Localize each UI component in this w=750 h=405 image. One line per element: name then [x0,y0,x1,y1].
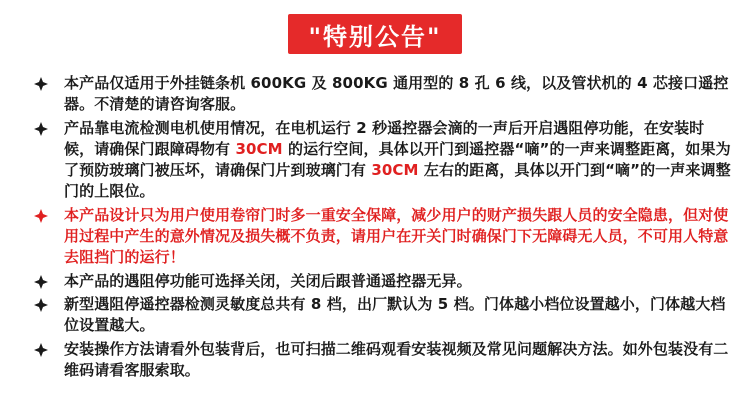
notice-text: 产品靠电流检测电机使用情况，在电机运行 2 秒遥控器会滴的一声后开启遇阻停功能，在安装时候，请确保门跟障碍物有 [64,118,705,158]
diamond-bullet-icon [34,275,48,289]
notice-text: 本产品的遇阻停功能可选择关闭，关闭后跟普通遥控器无异。 [64,271,472,290]
notice-text: 新型遇阻停遥控器检测灵敏度总共有 8 档，出厂默认为 5 档。门体越小档位设置越小，门体越大档位设置越大。 [64,294,726,335]
diamond-bullet-icon [34,77,48,91]
notice-item-2 [34,118,734,203]
highlight-distance: 30CM [235,139,283,158]
diamond-bullet-icon [34,298,48,312]
notice-text: 的运行空间，具体以开门到遥控器“嘀”的一声来调整距离，如果为了预防玻璃门被压坏，请确保门片到玻璃门有 [64,139,731,180]
notice-item-1 [34,73,734,116]
notice-banner [288,14,462,54]
notice-text: 本产品仅适用于外挂链条机 600KG 及 800KG 通用型的 8 孔 6 线，以及管状机的 4 芯接口遥控器。不清楚的请咨询客服。 [64,74,729,114]
notice-item-4 [34,271,734,292]
notice-text: 左右的距离，具体以开门到“嘀”的一声来调整门的上限位。 [64,161,731,201]
notice-item-3-warning [34,205,734,269]
diamond-bullet-icon [34,343,48,357]
notice-item-6 [34,339,734,382]
banner-title: "特别公告" [308,22,442,51]
notice-list [34,73,734,383]
notice-text: 安装操作方法请看外包装背后，也可扫描二维码观看安装视频及常见问题解决方法。如外包装没有二维码请看客服索取。 [64,339,729,379]
highlight-distance: 30CM [371,161,419,180]
diamond-bullet-icon [34,122,48,136]
diamond-bullet-icon [34,209,48,223]
notice-item-5 [34,294,734,337]
notice-text: 本产品设计只为用户使用卷帘门时多一重安全保障，减少用户的财产损失跟人员的安全隐患，但对使用过程中产生的意外情况及损失概不负责，请用户在开关门时确保门下无障碍无人员，不可用人特意去阻挡门的运行！ [64,205,729,267]
